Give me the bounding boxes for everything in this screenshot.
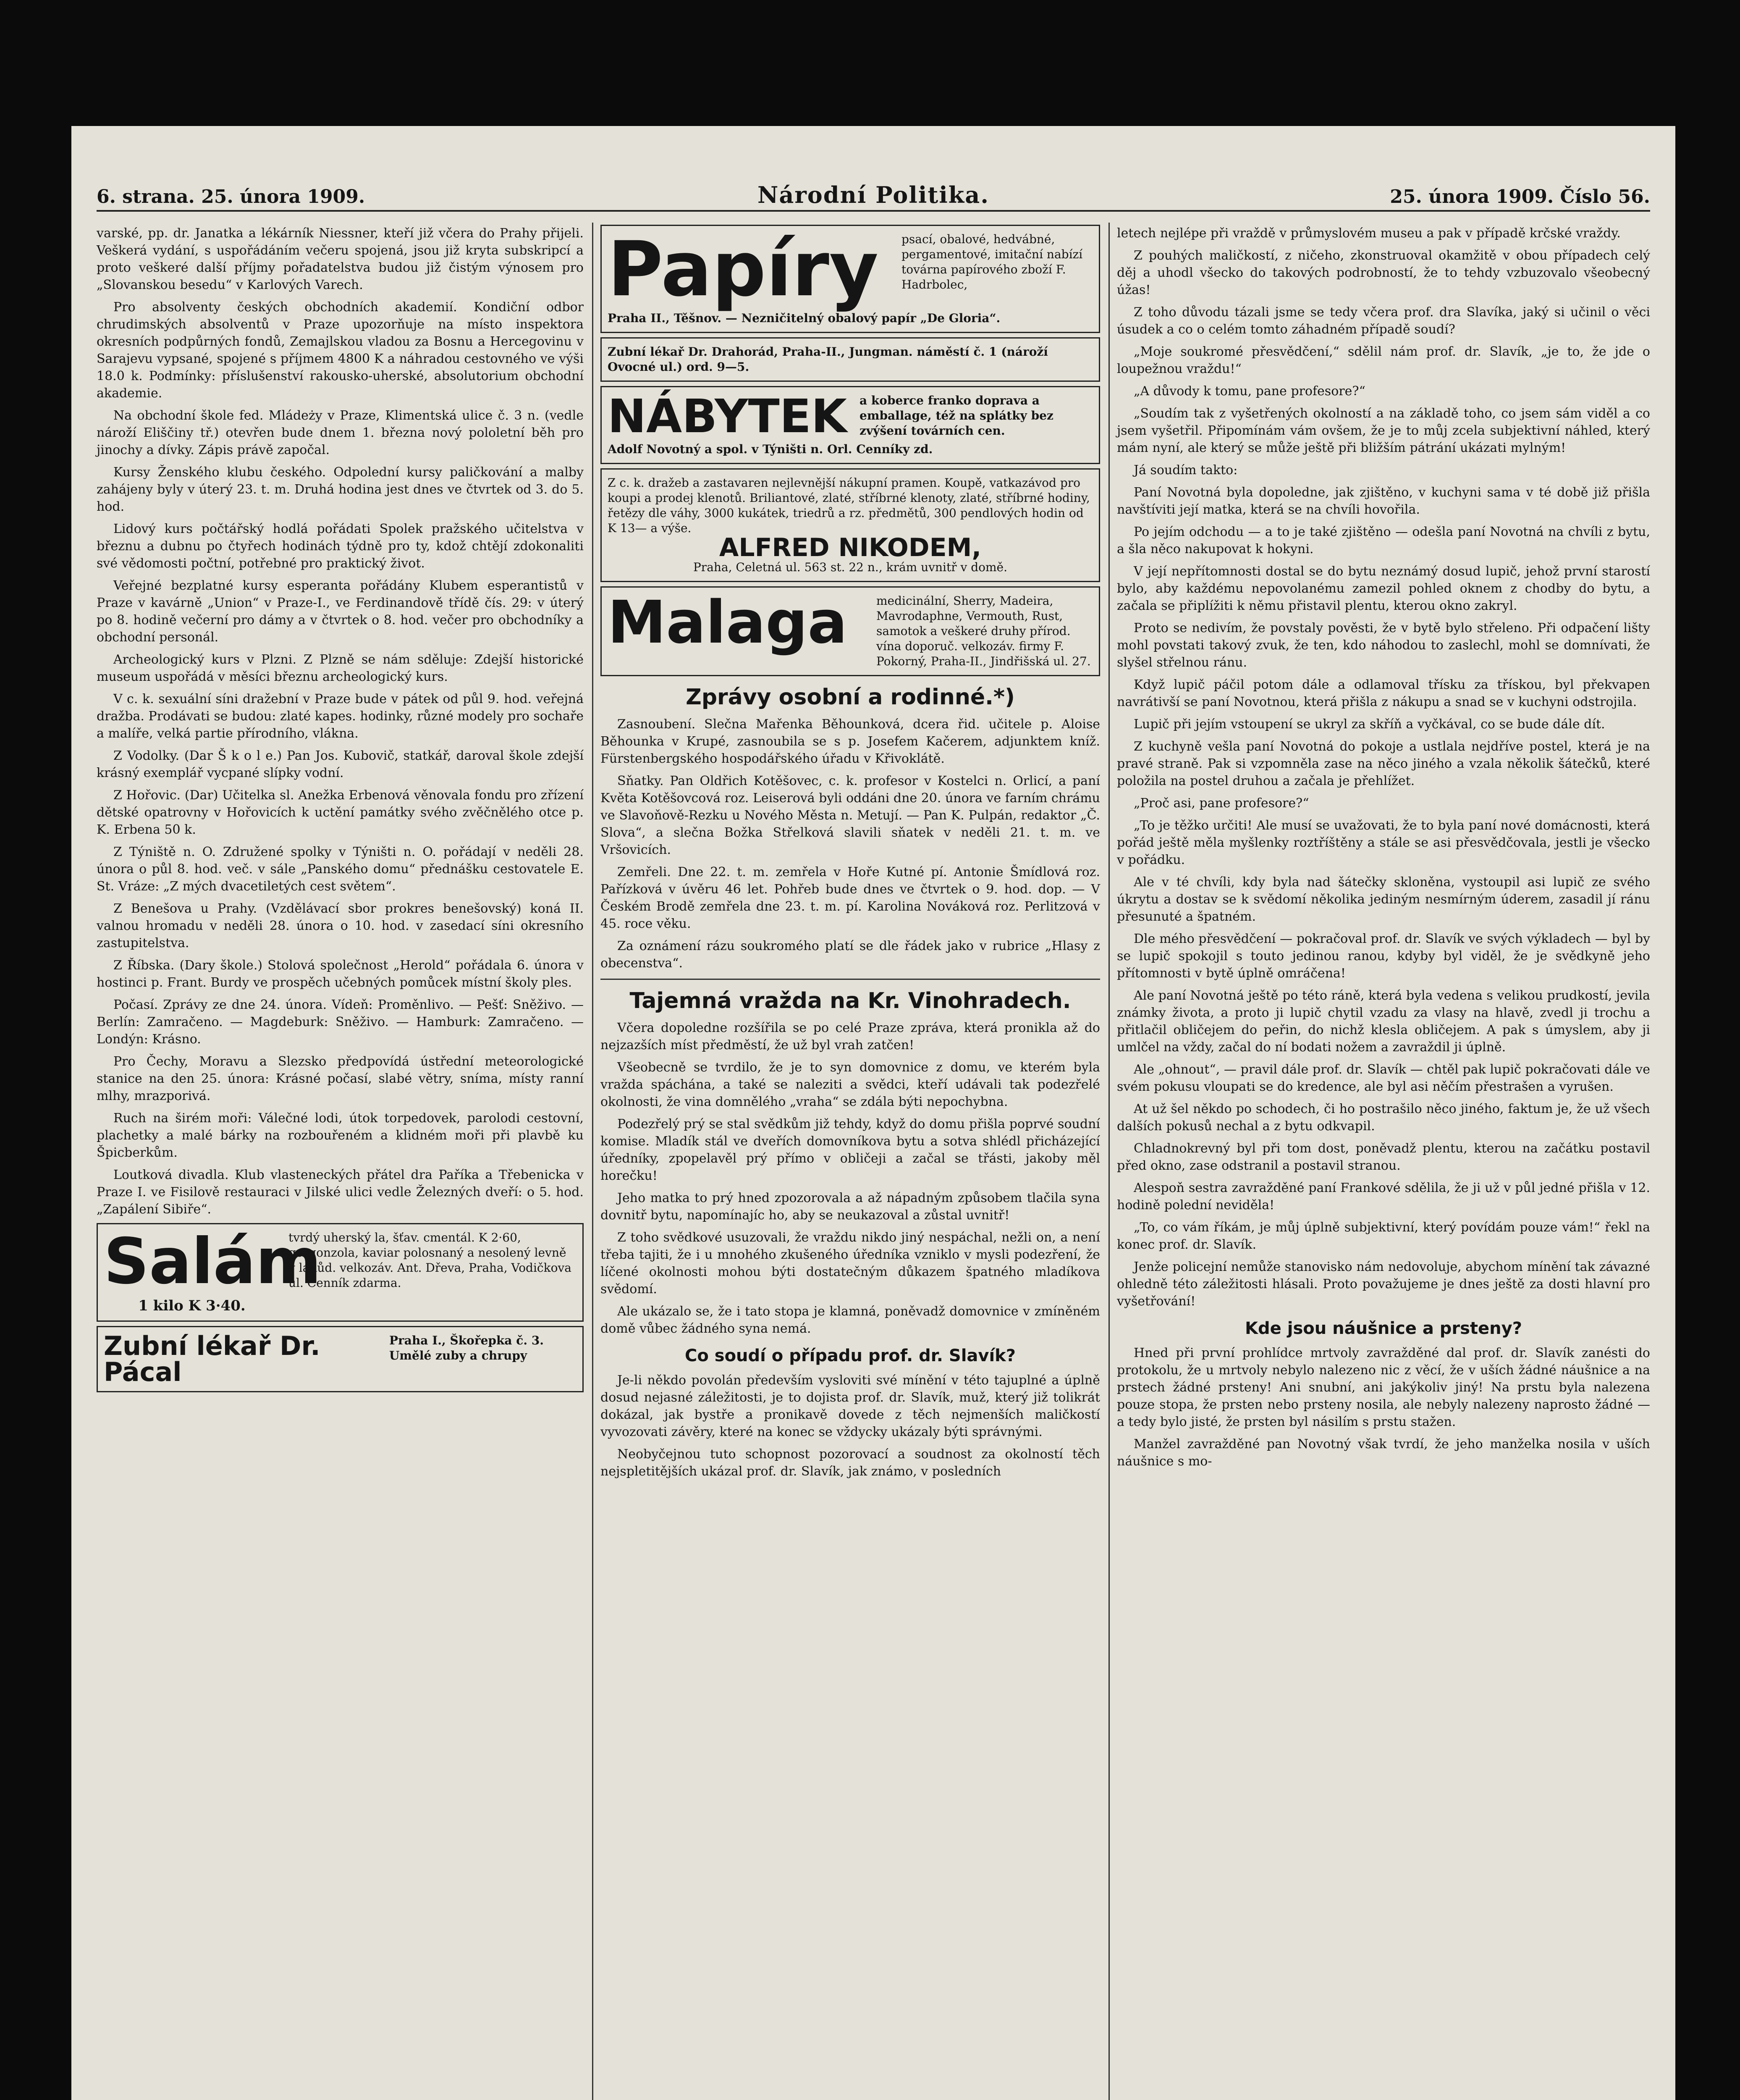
ad-pacal [97, 1326, 584, 1392]
article-text: Archeologický kurs v Plzni. Z Plzně se nám sděluje: Zdejší historické museum uspořádá v měsíci březnu archeologický kurs. [97, 652, 584, 684]
article-text: Z kuchyně vešla paní Novotná do pokoje a ustlala nejdříve postel, která je na pravé straně. Pak si vzpomněla zase na něco jiného a vzala několik šátečků, které položila na postel druhou a začala je přehlížet. [1117, 739, 1650, 788]
article-text: Neobyčejnou tuto schopnost pozorovací a soudnost za okolností těch nejspletitějších ukázal prof. dr. Slavík, jak známo, v posledních [600, 1447, 1100, 1479]
section-divider [600, 979, 1100, 980]
ad-malaga-text: medicinální, Sherry, Madeira, Mavrodaphne, Vermouth, Rust, samotok a veškeré druhy přírod. vína doporuč. velkozáv. firmy F. Pokorný, Praha-II., Jindřišská ul. 27. [876, 594, 1091, 668]
ad-papiry-text: psací, obalové, hedvábné, pergamentové, imitační nabízí továrna papírového zboží F. Hadrbolec, [901, 232, 1083, 291]
article-text: Z Týniště n. O. Združené spolky v Týništi n. O. pořádají v neděli 28. února o půl 8. hod. več. v sále „Panského domu“ přednášku cestovatele E. St. Vráze: „Z mých dvacetiletých cest světem“. [97, 845, 584, 894]
article-text: Veřejné bezplatné kursy esperanta pořádány Klubem esperantistů v Praze v kavárně „Union“ v Praze-I., ve Ferdinandově třídě čís. 29: v úterý po 8. hodině večerní pro dámy a v čtvrtek o 8. hod. večer pro obchodníky a obchodní personál. [97, 578, 584, 645]
article-text: Z Říbska. (Dary škole.) Stolová společnost „Herold“ pořádala 6. února v hostinci p. Frant. Burdy ve prospěch učebných pomůcek místní školy ples. [97, 958, 584, 990]
ad-drahorad [600, 337, 1100, 382]
subsection-heading: Co soudí o případu prof. dr. Slavík? [685, 1346, 1016, 1365]
article-text: Dle mého přesvědčení — pokračoval prof. dr. Slavík ve svých výkladech — byl by se lupič spokojil s touto jedinou ranou, kdyby byl viděl, že je svědkyně jeho přítomnosti v bytě úplně omráčena! [1117, 932, 1650, 981]
article-text: Když lupič páčil potom dále a odlamoval třísku za třískou, byl překvapen navrátivší se paní Novotnou, která přišla z nákupu a snad se v kuchyni odstrojila. [1117, 677, 1650, 709]
article-text: Ale v té chvíli, kdy byla nad šátečky skloněna, vystoupil asi lupič ze svého úkrytu a dostav se k svědomí několika jediným nesmírným úderem, zasadil jí ránu přesunuté a špatném. [1117, 875, 1650, 924]
ad-nikodem-address: Praha, Celetná ul. 563 st. 22 n., krám uvnitř v domě. [693, 560, 1008, 574]
article-text: Zasnoubení. Slečna Mařenka Běhounková, dcera řid. učitele p. Aloise Běhounka v Krupé, zasnoubila se s p. Josefem Kačerem, adjunktem kníž. Fürstenbergského hospodářského úřadu v Křivoklátě. [600, 717, 1100, 766]
article-text: „To, co vám říkám, je můj úplně subjektivní, který povídám pouze vám!“ řekl na konec prof. dr. Slavík. [1117, 1220, 1650, 1252]
newspaper-page [71, 126, 1675, 2100]
article-text: Počasí. Zprávy ze dne 24. února. Vídeň: Proměnlivo. — Pešť: Sněživo. — Berlín: Zamračeno. — Magdeburk: Sněživo. — Hamburk: Zamračeno. — Londýn: Krásno. [97, 998, 584, 1047]
article-text: Kursy Ženského klubu českého. Odpolední kursy paličkování a malby zahájeny byly v úterý 23. t. m. Druhá hodina jest dnes ve čtvrtek od 3. do 5. hod. [97, 465, 584, 514]
page-header [97, 181, 1650, 212]
ad-nabytek [600, 386, 1100, 464]
article-text: Pro absolventy českých obchodních akademií. Kondiční odbor chrudimských absolventů v Praze upozorňuje na místo inspektora okresních podpůrných fondů, Zemajlskou vladou za Bosnu a Hercegovinu v Sarajevu vypsané, spojené s příjmem 4800 K a náhradou cestovného ve výši 18.0 k. Podmínky: příslušenství rakousko-uherské, absolutorium obchodní akademie. [97, 300, 584, 401]
ad-nabytek-firm: Adolf Novotný a spol. v Týništi n. Orl. Cenníky zd. [608, 442, 933, 456]
ad-salam-title: Salám [104, 1225, 322, 1298]
article-text: At už šel někdo po schodech, či ho postrašilo něco jiného, faktum je, že už všech dalších pokusů nechal a z bytu odkvapil. [1117, 1102, 1650, 1134]
article-text: Zemřeli. Dne 22. t. m. zemřela v Hoře Kutné pí. Antonie Šmídlová roz. Pařízková v úvěru 46 let. Pohřeb bude dnes ve čtvrtek o 9. hod. dop. — V Českém Brodě zemřela dne 23. t. m. pí. Karolina Nováková roz. Perlitzová v 45. roce věku. [600, 865, 1100, 931]
article-text: Všeobecně se tvrdilo, že je to syn domovnice z domu, ve kterém byla vražda spáchána, a také se naleziti a svědci, kteří udávali tak podezřelé okolnosti, že vina domnělého „vraha“ se zdála býti nepochybna. [600, 1060, 1100, 1109]
article-text: Jeho matka to prý hned zpozorovala a až nápadným způsobem tlačila syna dovnitř bytu, napomínajíc ho, aby se neukazoval a zůstal uvnitř! [600, 1191, 1100, 1223]
article-text: Po jejím odchodu — a to je také zjištěno — odešla paní Novotná na chvíli z bytu, a šla něco nakupovat k hokyni. [1117, 525, 1650, 556]
article-text: Z Vodolky. (Dar Š k o l e.) Pan Jos. Kubovič, statkář, daroval škole zdejší krásný exemplář vycpané slípky vodní. [97, 748, 584, 780]
ad-papiry-title: Papíry [608, 226, 879, 313]
section-heading: Zprávy osobní a rodinné.*) [686, 685, 1015, 710]
ad-malaga-title: Malaga [608, 588, 847, 657]
ad-salam-text: tvrdý uherský la, šťav. cmentál. K 2·60, gorgonzola, kaviar polosnaný a nesolený levně v lahůd. velkozáv. Ant. Dřeva, Praha, Vodičkova ul. Cenník zdarma. [288, 1231, 571, 1290]
ad-salam [97, 1223, 584, 1322]
header-left: 6. strana. 25. února 1909. [97, 186, 365, 207]
article-text: Z toho svědkové usuzovali, že vraždu nikdo jiný nespáchal, nežli on, a není třeba tajiti, že i u mnohého zkušeného úředníka vzniklo v mysli podezření, že líčené okolnosti mohou býti dostatečným důkazem špatného mladíkova svědomí. [600, 1230, 1100, 1297]
article-text: V c. k. sexuální síni dražební v Praze bude v pátek od půl 9. hod. veřejná dražba. Prodávati se budou: zlaté kapes. hodinky, různé modely pro sochaře a malíře, velká partie přírodního, vlákna. [97, 692, 584, 741]
column-1 [97, 225, 584, 1396]
article-text: Ruch na širém moři: Válečné lodi, útok torpedovek, parolodi cestovní, plachetky a malé bárky na rozbouřeném a klidném moři při plavbě ku Špicberkům. [97, 1111, 584, 1160]
ad-pacal-title: Zubní lékař Dr. Pácal [104, 1331, 320, 1387]
ad-nabytek-text: a koberce franko doprava a emballage, též na splátky bez zvýšení továrních cen. [860, 394, 1053, 438]
article-text: Chladnokrevný byl při tom dost, poněvadž plentu, kterou na začátku postavil před okno, zase odstranil a postavil stranou. [1117, 1141, 1650, 1173]
article-text: Paní Novotná byla dopoledne, jak zjištěno, v kuchyni sama v té době již přišla navštíviti její matka, která se na chvíli hovořila. [1117, 485, 1650, 517]
ad-zastavarna-text: Z c. k. dražeb a zastavaren nejlevnější nákupní pramen. Koupě, vatkazávod pro koupi a prodej klenotů. Briliantové, zlaté, stříbrné klenoty, zlaté, stříbrné hodiny, řetězy dle váhy, 3000 kukátek, triedrů a rz. předmětů, 300 pendlových hodin od K 13— a výše. [608, 476, 1090, 535]
article-text: Včera dopoledne rozšířila se po celé Praze zpráva, která pronikla až do nejzazších míst předměstí, že už byl vrah zatčen! [600, 1021, 1100, 1053]
column-2 [600, 225, 1100, 1485]
article-text: „A důvody k tomu, pane profesore?“ [1134, 384, 1365, 399]
article-text: Pro Čechy, Moravu a Slezsko předpovídá ústřední meteorologické stanice na den 25. února: Krásné počasí, slabé větry, sníma, místy ranní mlhy, mrazporivá. [97, 1054, 584, 1103]
ad-malaga [600, 586, 1100, 676]
article-text: Z pouhých maličkostí, z ničeho, zkonstruoval okamžitě v obou případech celý děj a uhodl všecko do takových podrobností, že to tehdy vzbuzovalo všeobecný úžas! [1117, 248, 1650, 297]
article-text: Ale ukázalo se, že i tato stopa je klamná, poněvadž domovnice v zmíněném domě vůbec žádného syna nemá. [600, 1304, 1100, 1336]
ad-nikodem-name: ALFRED NIKODEM, [719, 533, 982, 562]
ad-papiry [600, 225, 1100, 333]
article-text: Hned při první prohlídce mrtvoly zavražděné dal prof. dr. Slavík zanésti do protokolu, že u mrtvoly nebylo nalezeno nic z věcí, že v uších žádné náušnice a na prstech žádné prsteny! Ani snubní, ani jakýkoliv jiný! Na prstu byla nalezena pouze stopa, že prsten nebo prsteny nosila, ale nebyly nalezeny naprosto žádné — a tedy bylo jisté, že prsten byl násilím s prstu stažen. [1117, 1346, 1650, 1429]
column-3 [1117, 225, 1650, 1475]
section-heading: Tajemná vražda na Kr. Vinohradech. [629, 988, 1071, 1013]
article-text: „Proč asi, pane profesore?“ [1134, 796, 1309, 811]
article-text: Podezřelý prý se stal svědkům již tehdy, když do domu přišla poprvé soudní komise. Mladík stál ve dveřích domovníkova bytu a sotva shlédl přicházející úředníky, zpopelavěl prý přímo v obličeji a začal se třásti, jakoby měl horečku! [600, 1117, 1100, 1183]
article-text: Loutková divadla. Klub vlasteneckých přátel dra Paříka a Třebenicka v Praze I. ve Fisilově restauraci v Jilské ulici vedle Železných dveří: o 5. hod. „Zapálení Sibiře“. [97, 1168, 584, 1217]
article-text: V její nepřítomnosti dostal se do bytu neznámý dosud lupič, jehož první starostí bylo, aby každému nepovolanému zamezil pohled oknem z chodby do bytu, a začala se připlížiti k němu přistavil plentu, kterou okno zakryl. [1117, 564, 1650, 613]
ad-salam-brand [104, 1225, 322, 1315]
subsection-heading: Kde jsou náušnice a prsteny? [1245, 1319, 1522, 1338]
ad-pacal-text: Praha I., Škořepka č. 3. Umělé zuby a chrupy [389, 1334, 544, 1362]
article-text: Na obchodní škole fed. Mládeży v Praze, Klimentská ulice č. 3 n. (vedle nároží Eliščiny tř.) otevřen bude dnem 1. března nový pololetní běh pro jinochy a dívky. Zápis právě započal. [97, 408, 584, 457]
ad-drahorad-text: Zubní lékař Dr. Drahorád, Praha-II., Jungman. náměstí č. 1 (nároží Ovocné ul.) ord. 9—5. [608, 345, 1048, 374]
article-text: letech nejlépe při vraždě v průmyslovém museu a pak v případě krčské vraždy. [1117, 226, 1621, 241]
ad-zastavarna [600, 468, 1100, 582]
article-text: „Moje soukromé přesvědčení,“ sdělil nám prof. dr. Slavík, „je to, že jde o loupežnou vraždu!“ [1117, 344, 1650, 376]
ad-papiry-address: Praha II., Těšnov. — Nezničitelný obalový papír „De Gloria“. [608, 311, 1001, 325]
column-rule [592, 223, 593, 2100]
article-text: „To je těžko určiti! Ale musí se uvažovati, že to byla paní nové domácnosti, která pořád ještě měla myšlenky roztříštěny a stále se asi přesvědčovala, jestli je všecko v pořádku. [1117, 818, 1650, 867]
article-text: Manžel zavražděné pan Novotný však tvrdí, že jeho manželka nosila v uších náušnice s mo- [1117, 1437, 1650, 1469]
article-text: Proto se nedivím, že povstaly pověsti, že v bytě bylo střeleno. Při odpačení lišty mohl povstati takový zvuk, že ten, kdo náhodou to zaslechl, mohl se domnívati, že slyšel střelnou ránu. [1117, 621, 1650, 670]
article-text: Sňatky. Pan Oldřich Kotěšovec, c. k. profesor v Kostelci n. Orlicí, a paní Květa Kotěšovcová roz. Leiserová byli oddáni dne 20. února ve farním chrámu ve Slavoňově-Rezku u Nového Města n. Metují. — Pan K. Pulpán, redaktor „Č. Slova“, a slečna Božka Střelková slavili sňatek v neděli 21. t. m. ve Vršovicích. [600, 774, 1100, 857]
article-text: Z Benešova u Prahy. (Vzdělávací sbor prokres benešovský) koná II. valnou hromadu v neděli 28. února o 10. hod. v zasedací síni okresního zastupitelstva. [97, 901, 584, 950]
article-text: Z Hořovic. (Dar) Učitelka sl. Anežka Erbenová věnovala fondu pro zřízení dětské opatrovny v Hořovicích k uctění památky svého zvěčnělého otce p. K. Erbena 50 k. [97, 788, 584, 837]
article-text: Z toho důvodu tázali jsme se tedy včera prof. dra Slavíka, jaký si učinil o věci úsudek a co o celém tomto záhadném případě soudí? [1117, 305, 1650, 337]
article-text: Za oznámení rázu soukromého platí se dle řádek jako v rubrice „Hlasy z obecenstva“. [600, 939, 1100, 971]
article-text: Ale „ohnout“, — pravil dále prof. dr. Slavík — chtěl pak lupič pokračovati dále ve svém pokusu vloupati se do kredence, ale byl asi něčím přestrašen a vyrušen. [1117, 1062, 1650, 1094]
ad-salam-price: 1 kilo K 3·40. [138, 1297, 246, 1314]
article-text: Ale paní Novotná ještě po této ráně, která byla vedena s velikou prudkostí, jevila známky života, a proto ji lupič chytil vzadu za vlasy na hlavě, zvedl ji trochu a přitlačil obličejem do peřin, do nichž klesla obličejem. A pak s úmyslem, aby ji umlčel na vždy, začal do ní bodati nožem a zavraždil ji úplně. [1117, 988, 1650, 1055]
masthead-title: Národní Politika. [757, 181, 989, 208]
article-text: varské, pp. dr. Janatka a lékárník Niessner, kteří již včera do Prahy přijeli. Veškerá vydání, s uspořádáním večeru spojená, jsou již kryta subskripcí a proto veškeré další příjmy pořadatelstva budou již čistým výnosem pro „Slovanskou besedu“ v Karlových Varech. [97, 226, 584, 292]
article-text: Je-li někdo povolán především vysloviti své mínění v této tajuplné a úplně dosud nejasné záležitosti, je to dojista prof. dr. Slavík, muž, který již tolikrát dokázal, jak bystře a pronikavě dovede z těch nejmenších maličkostí vyvozovati závěry, které na konec se vždycky ukázaly býti správnými. [600, 1373, 1100, 1439]
column-rule [1108, 223, 1110, 2100]
ad-nabytek-title: NÁBYTEK [608, 389, 847, 443]
header-right: 25. února 1909. Číslo 56. [1390, 186, 1650, 207]
article-text: Lidový kurs počtářský hodlá pořádati Spolek pražského učitelstva v březnu a dubnu po čtyřech hodinách týdně pro ty, kdož chtějí zdokonaliti své vědomosti počtní, potřebné pro praktický život. [97, 522, 584, 571]
article-text: Já soudím takto: [1134, 463, 1238, 478]
article-text: Lupič při jejím vstoupení se ukryl za skříň a vyčkával, co se bude dále dít. [1134, 717, 1605, 732]
article-text: Jenže policejní nemůže stanovisko nám nedovoluje, abychom mínění tak závazné ohledně této záležitosti hlásali. Proto považujeme je dnes ještě za dosti hlavní pro vyšetřování! [1117, 1260, 1650, 1309]
article-text: „Soudím tak z vyšetřených okolností a na základě toho, co jsem sám viděl a co jsem vyšetřil. Připomínám vám ovšem, že je to můj zcela subjektivní náhled, který mám nyní, ale který se může ještě při bližším pátrání ukázati mylným! [1117, 406, 1650, 455]
article-text: Alespoň sestra zavražděné paní Frankové sdělila, že ji už v půl jedné přišla v 12. hodině polední neviděla! [1117, 1181, 1650, 1213]
